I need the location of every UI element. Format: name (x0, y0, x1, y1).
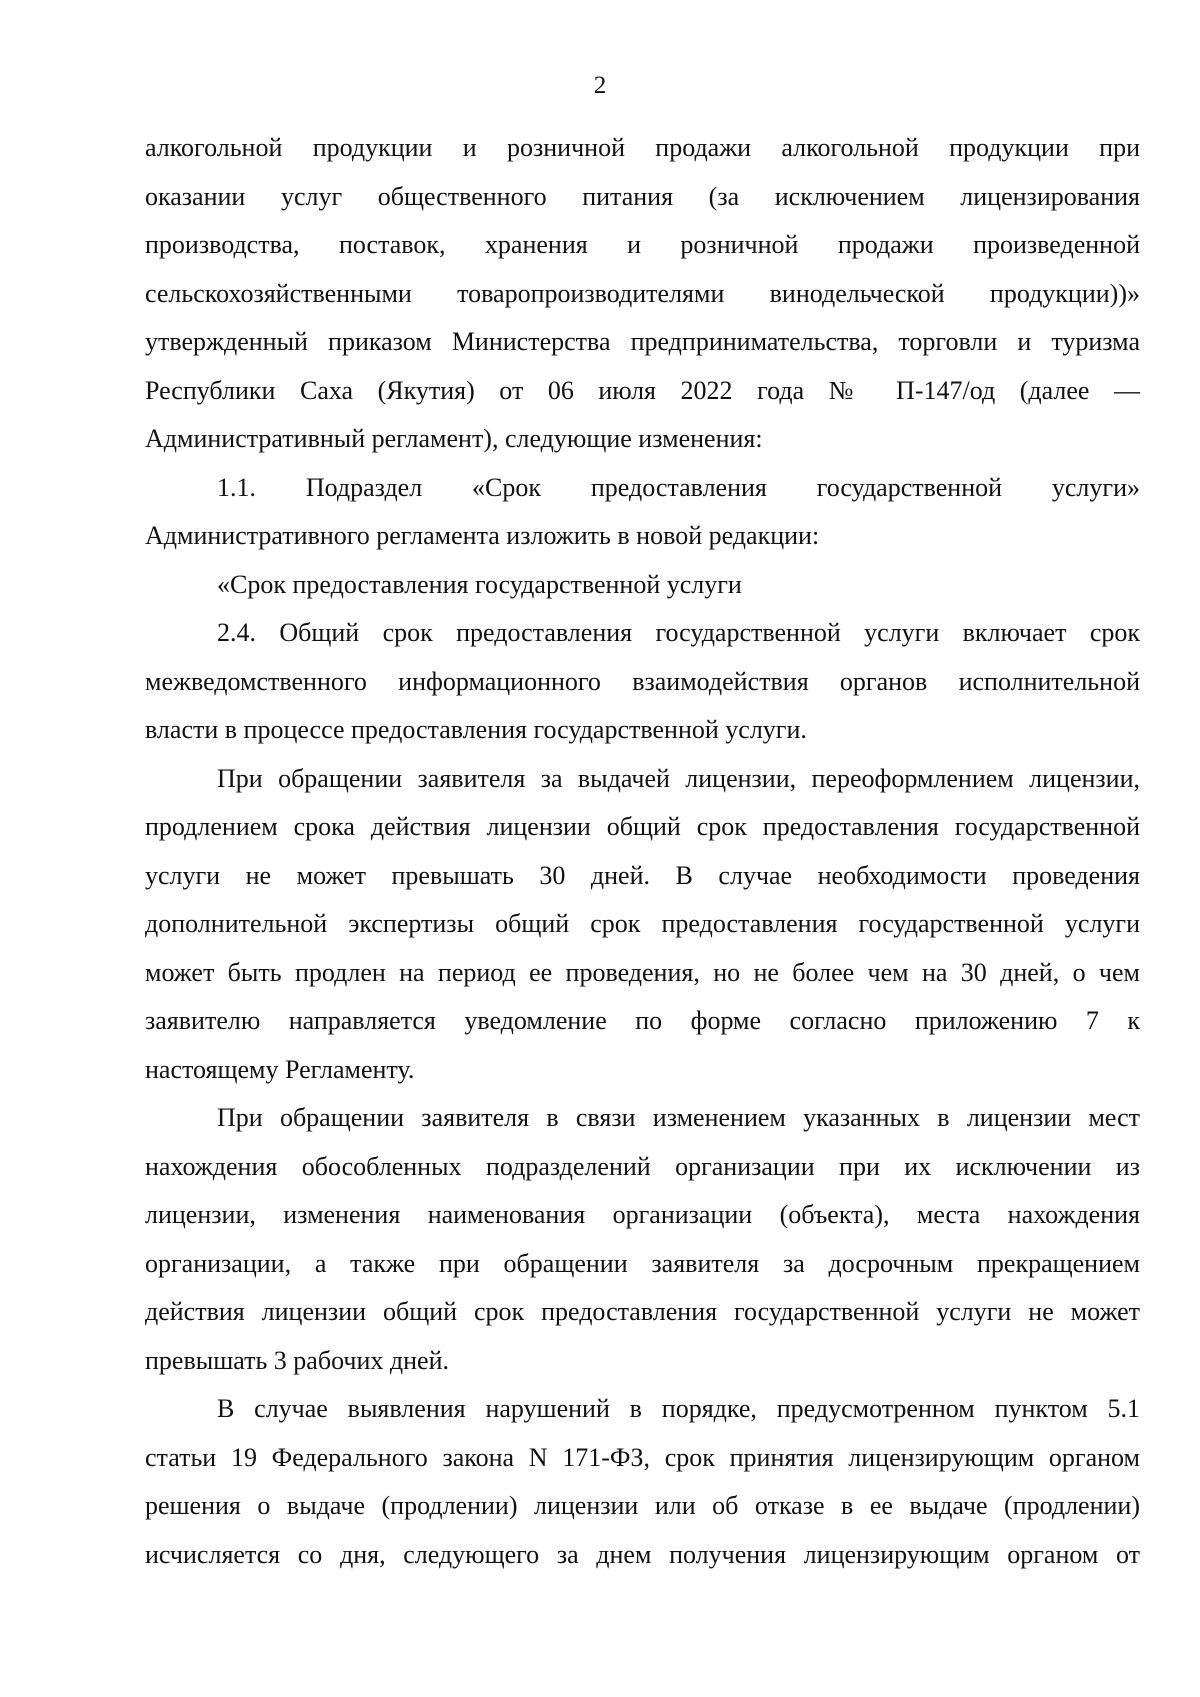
text-line: При обращении заявителя за выдачей лицензии, переоформлением лицензии, (217, 763, 1140, 793)
text-line: может быть продлен на период ее проведения, но не более чем на 30 дней, о чем (145, 957, 1140, 987)
text-line: услуги не может превышать 30 дней. В случае необходимости проведения (145, 860, 1140, 890)
text-line: «Срок предоставления государственной услуги (217, 569, 742, 599)
text-line: Административного регламента изложить в новой редакции: (145, 521, 820, 550)
text-line: Административный регламент), следующие изменения: (145, 424, 763, 453)
text-line: алкогольной продукции и розничной продажи алкогольной продукции при (145, 133, 1140, 162)
text-line: нахождения обособленных подразделений организации при их исключении из (145, 1151, 1140, 1181)
text-line: дополнительной экспертизы общий срок предоставления государственной услуги (145, 909, 1140, 938)
text-line: утвержденный приказом Министерства предпринимательства, торговли и туризма (145, 327, 1140, 356)
text-line: организации, а также при обращении заявителя за досрочным прекращением (145, 1248, 1140, 1278)
document-body (145, 124, 1140, 1579)
text-line: действия лицензии общий срок предоставления государственной услуги не может (145, 1297, 1140, 1326)
text-line: оказании услуг общественного питания (за исключением лицензирования (145, 181, 1140, 211)
page-number: 2 (593, 72, 607, 99)
text-line: сельскохозяйственными товаропроизводителями винодельческой продукции))» (145, 278, 1140, 308)
text-line: 2.4. Общий срок предоставления государственной услуги включает срок (217, 618, 1140, 647)
text-line: 1.1. Подраздел «Срок предоставления государственной услуги» (217, 472, 1140, 502)
text-line: межведомственного информационного взаимодействия органов исполнительной (145, 666, 1140, 696)
text-line: производства, поставок, хранения и розничной продажи произведенной (145, 230, 1140, 259)
text-line: превышать 3 рабочих дней. (145, 1345, 449, 1375)
text-line: продлением срока действия лицензии общий срок предоставления государственной (145, 812, 1140, 841)
text-line: Республики Саха (Якутия) от 06 июля 2022 года № П-147/од (далее — (145, 375, 1140, 405)
text-line: лицензии, изменения наименования организации (объекта), места нахождения (145, 1200, 1140, 1229)
text-line: власти в процессе предоставления государственной услуги. (145, 715, 807, 744)
text-line: решения о выдаче (продлении) лицензии или об отказе в ее выдаче (продлении) (145, 1491, 1140, 1520)
text-line: В случае выявления нарушений в порядке, предусмотренном пунктом 5.1 (217, 1394, 1140, 1423)
text-line: настоящему Регламенту. (145, 1054, 415, 1084)
text-line: статьи 19 Федерального закона N 171-ФЗ, срок принятия лицензирующим органом (145, 1442, 1140, 1472)
text-line: заявителю направляется уведомление по форме согласно приложению 7 к (145, 1006, 1140, 1035)
text-line: исчисляется со дня, следующего за днем получения лицензирующим органом от (145, 1539, 1140, 1569)
text-line: При обращении заявителя в связи изменением указанных в лицензии мест (217, 1103, 1140, 1132)
